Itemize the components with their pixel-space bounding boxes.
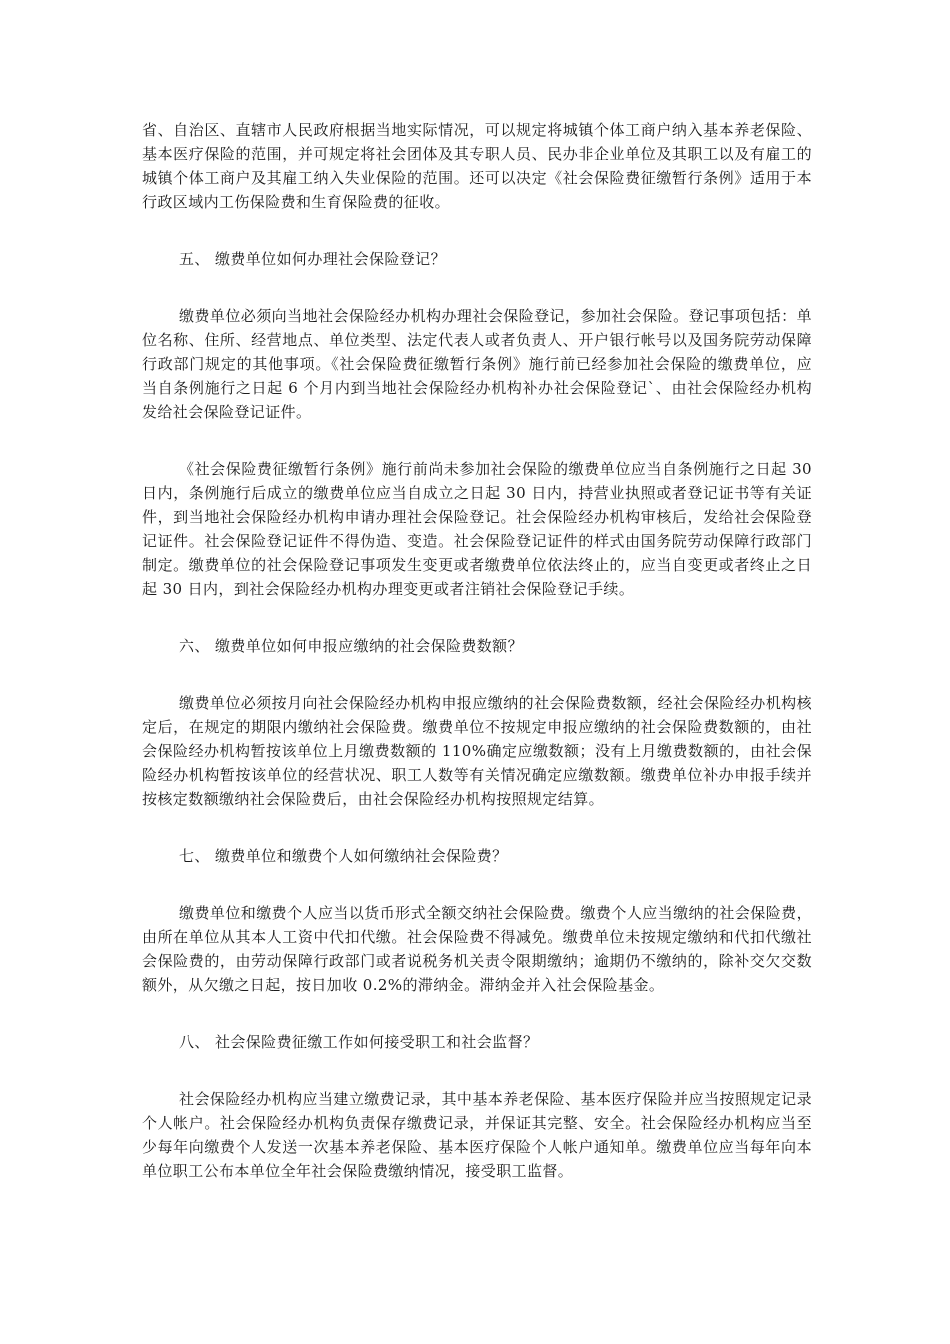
paragraph-6: 缴费单位必须按月向社会保险经办机构申报应缴纳的社会保险费数额，经社会保险经办机构核定后，在规定的期限内缴纳社会保险费。缴费单位不按规定申报应缴纳的社会保险费数额的，由社会保险经办机构暂按该单位上月缴费数额的 110%确定应缴数额；没有上月缴费数额的，由社会保险经办机构暂按该单位的经营状况、职工人数等有关情况确定应缴数额。缴费单位补办申报手续并按核定数额缴纳社会保险费后，由社会保险经办机构按照规定结算。	[142, 694, 812, 808]
paragraph-7: 缴费单位和缴费个人应当以货币形式全额交纳社会保险费。缴费个人应当缴纳的社会保险费，由所在单位从其本人工资中代扣代缴。社会保险费不得减免。缴费单位未按规定缴纳和代扣代缴社会保险费的，由劳动保障行政部门或者说税务机关责令限期缴纳；逾期仍不缴纳的，除补交欠交数额外，从欠缴之日起，按日加收 0.2%的滞纳金。滞纳金并入社会保险基金。	[142, 904, 812, 994]
section-heading-5: 五、 缴费单位如何办理社会保险登记？	[179, 250, 446, 268]
paragraph-intro: 省、自治区、直辖市人民政府根据当地实际情况，可以规定将城镇个体工商户纳入基本养老保险、基本医疗保险的范围，并可规定将社会团体及其专职人员、民办非企业单位及其职工以及有雇工的城镇个体工商户及其雇工纳入失业保险的范围。还可以决定《社会保险费征缴暂行条例》适用于本行政区域内工伤保险费和生育保险费的征收。	[142, 121, 812, 211]
section-heading-8: 八、 社会保险费征缴工作如何接受职工和社会监督？	[179, 1033, 539, 1051]
paragraph-5b: 《社会保险费征缴暂行条例》施行前尚未参加社会保险的缴费单位应当自条例施行之日起 30 日内，条例施行后成立的缴费单位应当自成立之日起 30 日内，持营业执照或者登记证书等有关证件，到当地社会保险经办机构申请办理社会保险登记。社会保险经办机构审核后，发给社会保险登记证件。社会保险登记证件不得伪造、变造。社会保险登记证件的样式由国务院劳动保障行政部门制定。缴费单位的社会保险登记事项发生变更或者缴费单位依法终止的，应当自变更或者终止之日起 30 日内，到社会保险经办机构办理变更或者注销社会保险登记手续。	[142, 460, 812, 598]
paragraph-8: 社会保险经办机构应当建立缴费记录，其中基本养老保险、基本医疗保险并应当按照规定记录个人帐户。社会保险经办机构负责保存缴费记录，并保证其完整、安全。社会保险经办机构应当至少每年向缴费个人发送一次基本养老保险、基本医疗保险个人帐户通知单。缴费单位应当每年向本单位职工公布本单位全年社会保险费缴纳情况，接受职工监督。	[142, 1090, 812, 1180]
document-page	[142, 118, 812, 1183]
paragraph-5a: 缴费单位必须向当地社会保险经办机构办理社会保险登记，参加社会保险。登记事项包括：单位名称、住所、经营地点、单位类型、法定代表人或者负责人、开户银行帐号以及国务院劳动保障行政部门规定的其他事项。《社会保险费征缴暂行条例》施行前已经参加社会保险的缴费单位，应当自条例施行之日起 6 个月内到当地社会保险经办机构补办社会保险登记`、由社会保险经办机构发给社会保险登记证件。	[142, 307, 812, 421]
section-heading-6: 六、 缴费单位如何申报应缴纳的社会保险费数额？	[179, 637, 523, 655]
section-heading-7: 七、 缴费单位和缴费个人如何缴纳社会保险费？	[179, 847, 508, 865]
